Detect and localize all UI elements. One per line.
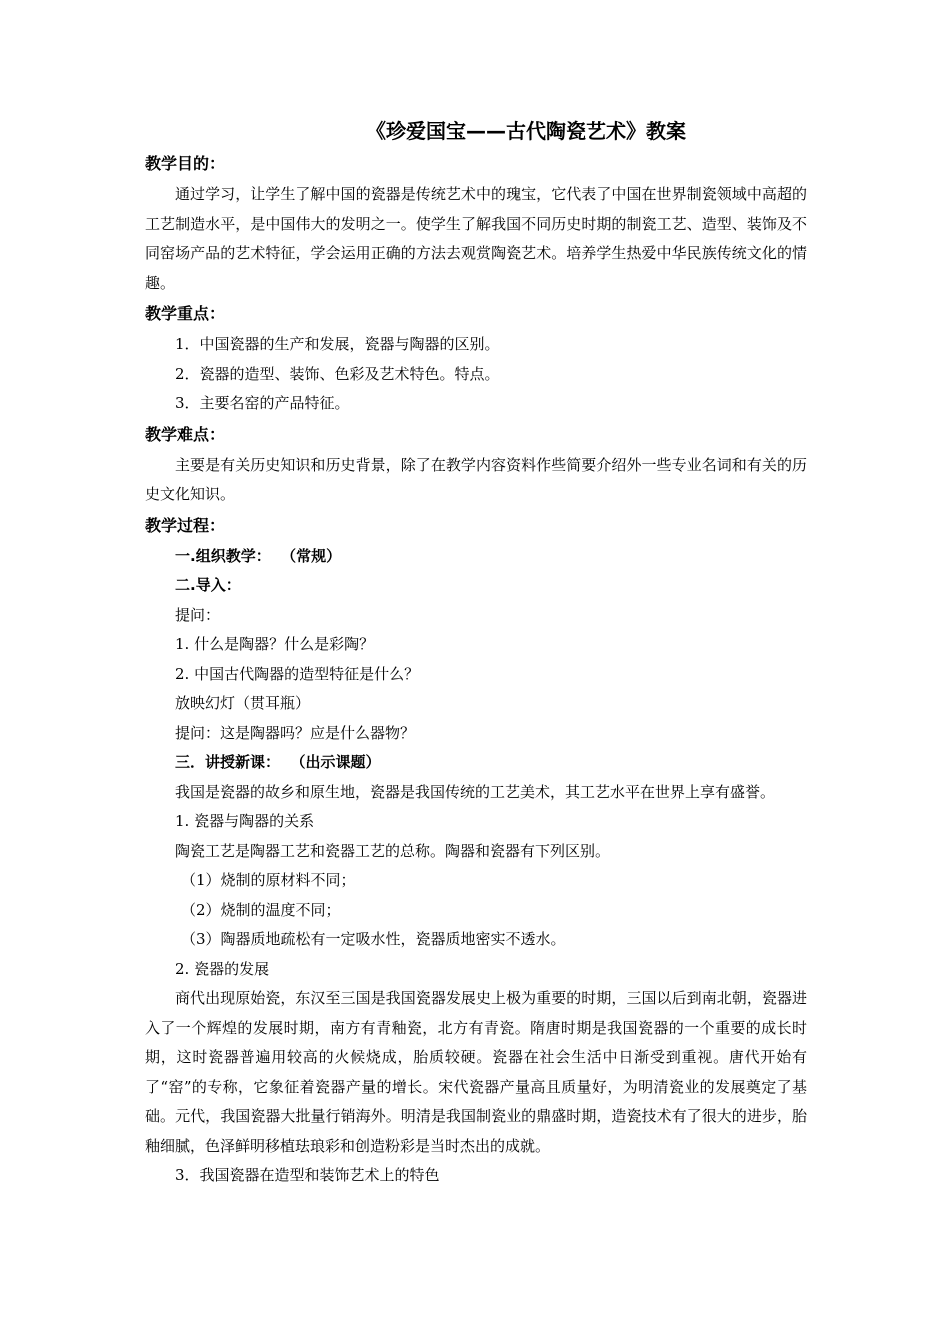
key-item: 1．中国瓷器的生产和发展，瓷器与陶器的区别。 [175,335,500,353]
question-item: 1. 什么是陶器？什么是彩陶？ [175,635,375,653]
topic-paragraph: 商代出现原始瓷，东汉至三国是我国瓷器发展史上极为重要的时期，三国以后到南北朝，瓷器进入了一个辉煌的发展时期，南方有青釉瓷，北方有青瓷。隋唐时期是我国瓷器的一个重要的成长时期，这时瓷器普遍用较高的火候烧成，胎质较硬。瓷器在社会生活中日渐受到重视。唐代开始有了“窑”的专称，它象征着瓷器产量的增长。宋代瓷器产量高且质量好，为明清瓷业的发展奠定了基础。元代，我国瓷器大批量行销海外。明清是我国制瓷业的鼎盛时期，造瓷技术有了很大的进步，胎釉细腻，色泽鲜明移植珐琅彩和创造粉彩是当时杰出的成就。 [145,989,807,1155]
topic-heading: 2. 瓷器的发展 [175,959,270,978]
lesson-intro-paragraph: 我国是瓷器的故乡和原生地，瓷器是我国传统的工艺美术，其工艺水平在世界上享有盛誉。 [175,782,776,801]
document-body [145,114,807,1191]
question-prompt: 提问：这是陶器吗？应是什么器物？ [175,723,416,742]
difficult-paragraph: 主要是有关历史知识和历史背景，除了在教学内容资料作些简要介绍外一些专业名词和有关的历史文化知识。 [145,455,807,503]
aim-paragraph: 通过学习，让学生了解中国的瓷器是传统艺术中的瑰宝，它代表了中国在世界制瓷领域中高超的工艺制造水平，是中国伟大的发明之一。使学生了解我国不同历史时期的制瓷工艺、造型、装饰及不同窑场产品的艺术特征，学会运用正确的方法去观赏陶瓷艺术。培养学生热爱中华民族传统文化的情趣。 [145,185,807,292]
difficult-heading: 教学难点： [145,424,226,444]
slide-note: 放映幻灯（贯耳瓶） [175,694,311,712]
difference-item: （2）烧制的温度不同； [181,900,341,919]
topic-paragraph: 陶瓷工艺是陶器工艺和瓷器工艺的总称。陶器和瓷器有下列区别。 [175,841,611,860]
difference-item: （1）烧制的原材料不同； [181,871,356,889]
document-title: 《珍爱国宝——古代陶瓷艺术》教案 [366,119,686,143]
topic-heading: 1. 瓷器与陶器的关系 [175,812,315,830]
key-item: 2．瓷器的造型、装饰、色彩及艺术特色。特点。 [175,364,500,383]
step-new-lesson: 三．讲授新课： （出示课题） [175,753,381,771]
key-heading: 教学重点： [145,304,226,323]
step-intro: 二.导入： [175,576,241,594]
question-prompt: 提问： [175,605,221,624]
question-item: 2. 中国古代陶器的造型特征是什么？ [175,664,420,683]
step-organize: 一.组织教学： （常规） [175,546,342,565]
process-heading: 教学过程： [145,515,226,535]
topic-heading: 3．我国瓷器在造型和装饰艺术上的特色 [175,1166,440,1184]
difference-item: （3）陶器质地疏松有一定吸水性，瓷器质地密实不透水。 [181,930,566,948]
key-item: 3．主要名窑的产品特征。 [175,394,350,412]
aim-heading: 教学目的： [145,154,226,173]
